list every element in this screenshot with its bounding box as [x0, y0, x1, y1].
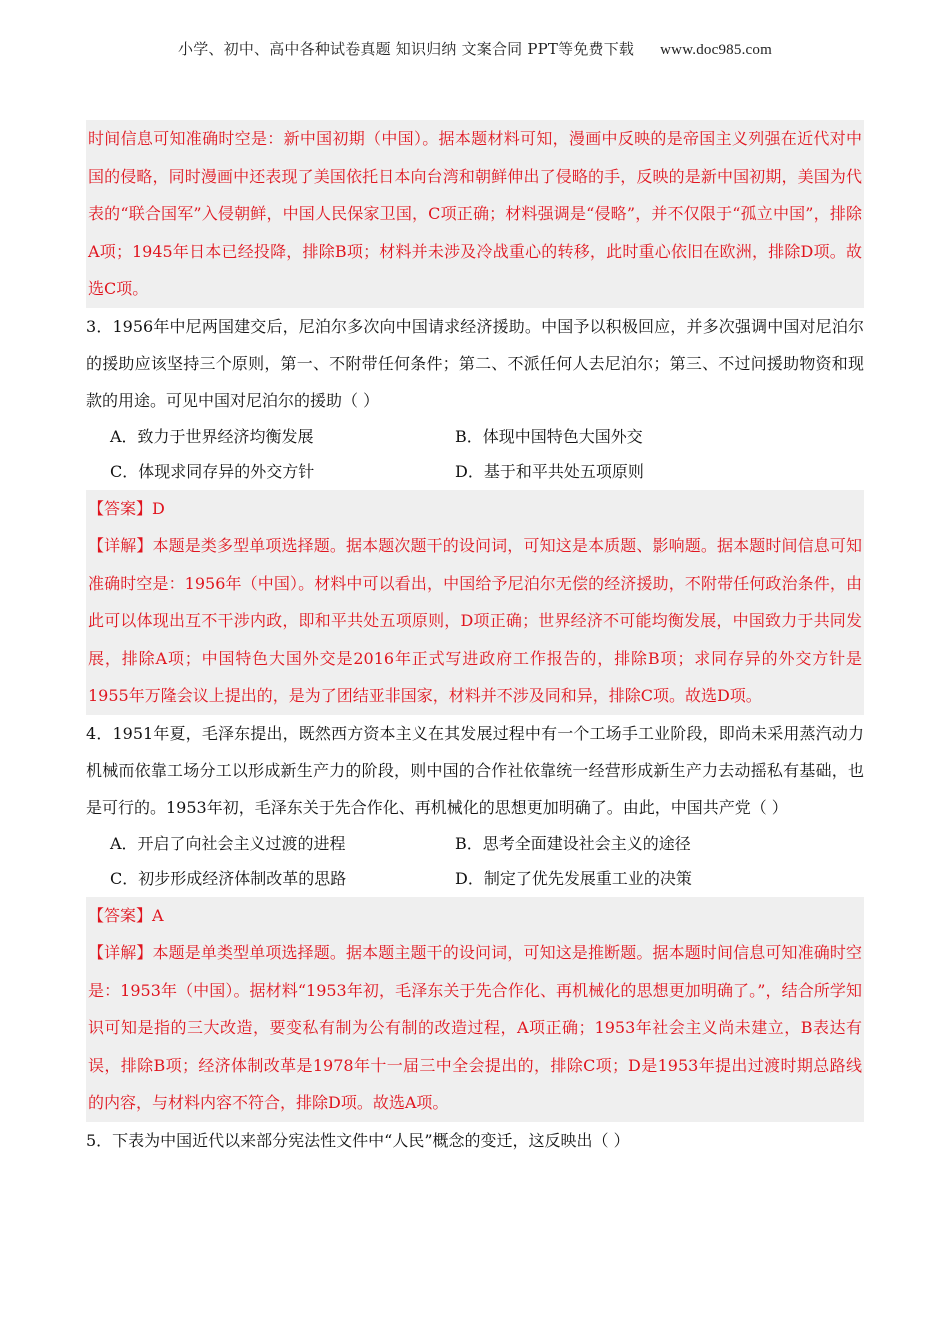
question-4-answer: 【答案】A	[88, 905, 164, 925]
question-4-explanation: 【详解】本题是单类型单项选择题。据本题主题干的设问词，可知这是推断题。据本题时间信息可知准确时空是：1953年（中国）。据材料“1953年初，毛泽东关于先合作化、再机械化的思想更加明确了。”，结合所学知识可知是指的三大改造，要变私有制为公有制的改造过程，A项正确；1953年社会主义尚未建立，B表达有误，排除B项；经济体制改革是1978年十一届三中全会提出的，排除C项；D是1953年提出过渡时期总路线的内容，与材料内容不符合，排除D项。故选A项。	[88, 943, 862, 1112]
question-5-stem: 5．下表为中国近代以来部分宪法性文件中“人民”概念的变迁，这反映出（ ）	[86, 1130, 630, 1150]
question-3-answer: 【答案】D	[88, 498, 165, 518]
carry-over-text: 时间信息可知准确时空是：新中国初期（中国）。据本题材料可知，漫画中反映的是帝国主义列强在近代对中国的侵略，同时漫画中还表现了美国依托日本向台湾和朝鲜伸出了侵略的手，反映的是新中国初期，美国为代表的“联合国军”入侵朝鲜，中国人民保家卫国，C项正确；材料强调是“侵略”，并不仅限于“孤立中国”，排除A项；1945年日本已经投降，排除B项；材料并未涉及冷战重心的转移，此时重心依旧在欧洲，排除D项。故选C项。	[88, 129, 862, 298]
question-4-stem: 4．1951年夏，毛泽东提出，既然西方资本主义在其发展过程中有一个工场手工业阶段，即尚未采用蒸汽动力机械而依靠工场分工以形成新生产力的阶段，则中国的合作社依靠统一经营形成新生产力去动摇私有基础，也是可行的。1953年初，毛泽东关于先合作化、再机械化的思想更加明确了。由此，中国共产党（ ）	[86, 723, 864, 817]
question-3-option-b: B．体现中国特色大国外交	[455, 426, 643, 446]
question-4-option-b: B．思考全面建设社会主义的途径	[455, 833, 691, 853]
question-3-options	[86, 419, 864, 490]
page-header	[0, 38, 950, 59]
question-4-option-a: A．开启了向社会主义过渡的进程	[110, 833, 346, 853]
question-4-answer-block	[86, 897, 864, 1122]
page-content	[86, 120, 864, 1159]
question-3-explanation: 【详解】本题是类多型单项选择题。据本题次题干的设问词，可知这是本质题、影响题。据本题时间信息可知准确时空是：1956年（中国）。材料中可以看出，中国给予尼泊尔无偿的经济援助，不附带任何政治条件，由此可以体现出互不干涉内政，即和平共处五项原则，D项正确；世界经济不可能均衡发展，中国致力于共同发展，排除A项；中国特色大国外交是2016年正式写进政府工作报告的，排除B项；求同存异的外交方针是1955年万隆会议上提出的，是为了团结亚非国家，材料并不涉及同和异，排除C项。故选D项。	[88, 536, 862, 705]
header-site: www.doc985.com	[660, 42, 772, 58]
question-4-option-d: D．制定了优先发展重工业的决策	[455, 869, 692, 888]
question-3-option-c: C．体现求同存异的外交方针	[110, 462, 315, 481]
carry-over-explanation	[86, 120, 864, 308]
question-3-option-d: D．基于和平共处五项原则	[455, 462, 644, 481]
question-3-stem: 3．1956年中尼两国建交后，尼泊尔多次向中国请求经济援助。中国予以积极回应，并多次强调中国对尼泊尔的援助应该坚持三个原则，第一、不附带任何条件；第二、不派任何人去尼泊尔；第三、不过问援助物资和现款的用途。可见中国对尼泊尔的援助（ ）	[86, 316, 864, 410]
question-3-answer-block	[86, 490, 864, 715]
header-text: 小学、初中、高中各种试卷真题 知识归纳 文案合同 PPT等免费下载	[178, 40, 635, 58]
question-4-options	[86, 826, 864, 897]
question-4-option-c: C．初步形成经济体制改革的思路	[110, 869, 347, 888]
question-3-option-a: A．致力于世界经济均衡发展	[110, 426, 314, 446]
